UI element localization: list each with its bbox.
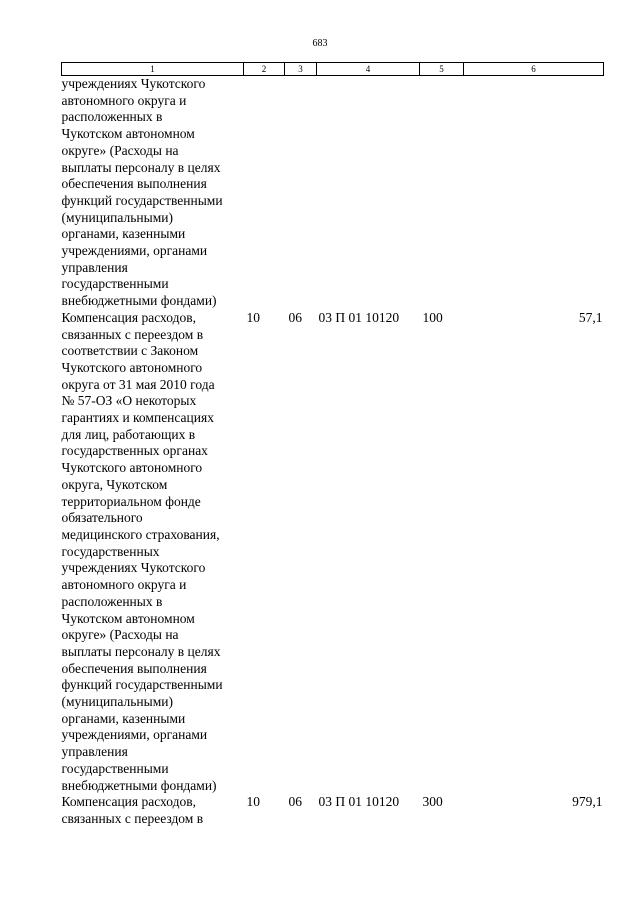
expense-name-line: обеспечения выполнения [61,660,207,676]
expense-name-line: органами, казенными [61,226,186,242]
expense-name-line: расположенных в [61,109,163,125]
expense-name-line: (муниципальными) [61,209,173,225]
expense-name-line: автономного округа и [61,92,187,108]
column-number: 6 [464,63,604,76]
expense-name-line: функций государственными [61,677,223,693]
subsection-cell: 06 [288,794,302,810]
expense-name-line: Чукотского автономного [61,460,203,476]
column-number: 1 [62,63,244,76]
subsection-cell [285,76,317,310]
expense-name-cell [62,310,244,794]
expense-name-line: функций государственными [61,192,223,208]
expense-name-line: выплаты персоналу в целях [61,159,221,175]
expense-name-line: гарантиях и компенсациях [61,410,214,426]
section-cell: 10 [246,794,260,810]
budget-table [61,62,604,828]
amount-cell [464,76,604,310]
expense-name-line: учреждениях Чукотского [61,76,206,91]
expense-name-line: государственными [61,276,169,292]
expense-type-cell [420,76,464,310]
column-number-row [62,63,604,76]
target-article-cell: 03 П 01 10120 [318,309,400,325]
expense-name-line: государственных [61,543,160,559]
expense-name-line: учреждениями, органами [61,727,208,743]
expense-name-line: государственных органах [61,443,208,459]
expense-name-line: медицинского страхования, [61,526,220,542]
expense-name-line: связанных с переездом в [61,810,204,826]
column-number: 4 [317,63,420,76]
expense-name-line: № 57-ОЗ «О некоторых [61,393,197,409]
expense-name-line: внебюджетными фондами) [61,777,217,793]
expense-name-line: автономного округа и [61,577,187,593]
target-article-cell: 03 П 01 10120 [318,794,400,810]
amount-cell: 57,1 [578,309,603,325]
column-number: 3 [285,63,317,76]
expense-name-line: соответствии с Законом [61,343,199,359]
expense-name-line: внебюджетными фондами) [61,293,217,309]
expense-name-line: Чукотском автономном [61,610,195,626]
expense-name-cell [62,76,244,310]
expense-name-line: выплаты персоналу в целях [61,643,221,659]
expense-name-line: связанных с переездом в [61,326,204,342]
section-cell [244,76,285,310]
expense-name-line: обеспечения выполнения [61,176,207,192]
expense-name-line: учреждениях Чукотского [61,560,206,576]
column-number: 5 [420,63,464,76]
expense-name-line: государственными [61,760,169,776]
expense-name-line: Компенсация расходов, [61,794,197,810]
subsection-cell: 06 [288,309,302,325]
amount-cell: 979,1 [572,794,603,810]
expense-name-line: округе» (Расходы на [61,142,179,158]
expense-name-line: управления [61,744,128,760]
expense-name-line: округе» (Расходы на [61,627,179,643]
expense-name-line: (муниципальными) [61,694,173,710]
expense-name-line: Чукотском автономном [61,126,195,142]
expense-name-line: расположенных в [61,593,163,609]
table-row [62,76,604,310]
column-number: 2 [244,63,285,76]
page-number: 683 [312,38,328,49]
expense-name-line: органами, казенными [61,710,186,726]
expense-name-line: обязательного [61,510,143,526]
expense-name-line: территориальном фонде [61,493,201,509]
expense-type-cell: 100 [422,309,443,325]
expense-name-line: округа от 31 мая 2010 года [61,376,215,392]
table-row [62,310,604,794]
expense-name-cell [62,794,244,827]
expense-name-line: Чукотского автономного [61,359,203,375]
table-row [62,794,604,827]
expense-name-line: для лиц, работающих в [61,426,196,442]
expense-name-line: округа, Чукотском [61,476,168,492]
expense-type-cell: 300 [422,794,443,810]
expense-name-line: Компенсация расходов, [61,309,197,325]
expense-name-line: учреждениями, органами [61,243,208,259]
target-article-cell [317,76,420,310]
section-cell: 10 [246,309,260,325]
expense-name-line: управления [61,259,128,275]
